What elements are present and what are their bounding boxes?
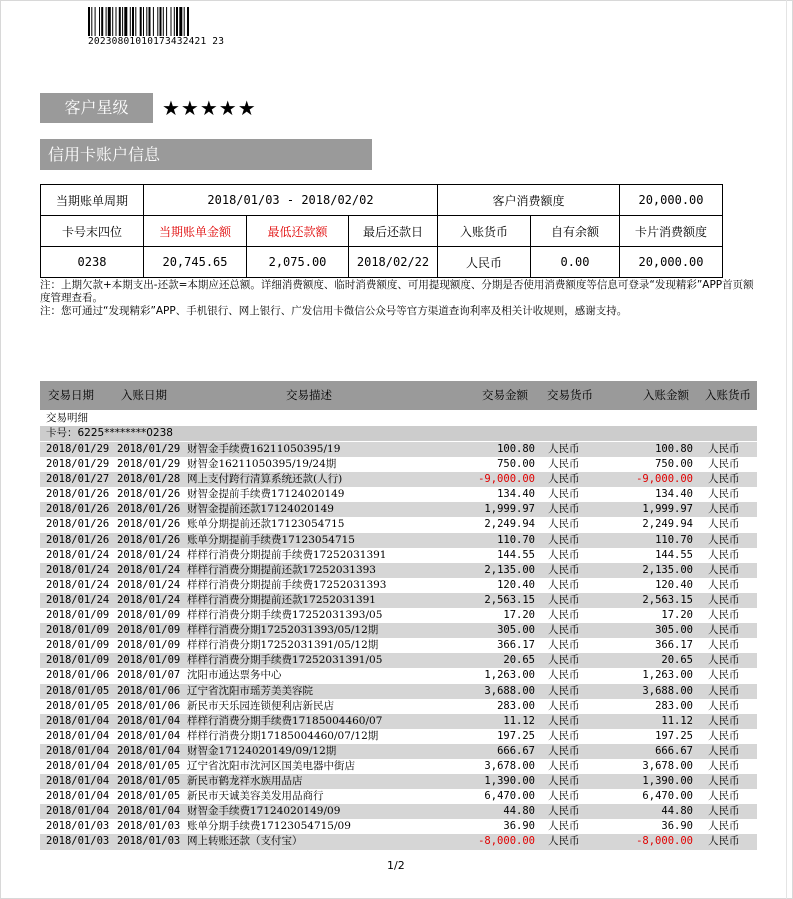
post-amount: 283.00 — [655, 699, 693, 712]
trans-date: 2018/01/04 — [46, 714, 110, 727]
table-row — [40, 533, 757, 548]
header-trans-date: 交易日期 — [48, 388, 94, 402]
post-date: 2018/01/24 — [117, 563, 181, 576]
trans-amount: 3,678.00 — [484, 759, 535, 772]
trans-amount: 134.40 — [497, 488, 535, 501]
own-balance-value: 0.00 — [531, 247, 620, 278]
trans-amount: 144.55 — [497, 548, 535, 561]
post-amount: 134.40 — [655, 488, 693, 501]
trans-currency: 人民币 — [548, 458, 580, 471]
post-date: 2018/01/28 — [117, 473, 181, 486]
trans-date: 2018/01/24 — [46, 578, 110, 591]
table-row — [40, 502, 757, 517]
post-date: 2018/01/24 — [117, 593, 181, 606]
post-currency: 人民币 — [708, 835, 740, 848]
statement-amount-value: 20,745.65 — [144, 247, 247, 278]
post-currency: 人民币 — [708, 775, 740, 788]
post-amount: 1,390.00 — [642, 775, 693, 788]
table-row — [40, 684, 757, 699]
trans-date: 2018/01/04 — [46, 729, 110, 742]
post-amount: 2,135.00 — [642, 563, 693, 576]
post-amount: 750.00 — [655, 458, 693, 471]
post-amount: -8,000.00 — [636, 835, 693, 848]
trans-amount: -9,000.00 — [478, 473, 535, 486]
post-currency: 人民币 — [708, 684, 740, 697]
post-amount: 305.00 — [655, 624, 693, 637]
trans-date: 2018/01/24 — [46, 563, 110, 576]
trans-currency: 人民币 — [548, 805, 580, 818]
post-date: 2018/01/05 — [117, 775, 181, 788]
table-row — [40, 759, 757, 774]
trans-amount: 2,249.94 — [484, 518, 535, 531]
table-row — [40, 744, 757, 759]
table-row — [40, 457, 757, 472]
description: 财智金提前还款17124020149 — [187, 503, 334, 516]
description: 新民市天乐园连锁便利店新民店 — [187, 699, 334, 712]
card-number-line: 卡号：6225********0238 — [40, 426, 757, 441]
description: 财智金17124020149/09/12期 — [187, 744, 337, 757]
trans-amount: 1,390.00 — [484, 775, 535, 788]
trans-amount: 100.80 — [497, 443, 535, 455]
rating-stars: ★★★★★ — [162, 96, 257, 120]
description: 样样行消费分期提前手续费17252031393 — [187, 578, 387, 591]
trans-currency: 人民币 — [548, 624, 580, 637]
transaction-list — [40, 442, 757, 850]
trans-currency: 人民币 — [548, 775, 580, 788]
post-date: 2018/01/06 — [117, 699, 181, 712]
trans-amount: 197.25 — [497, 729, 535, 742]
post-date: 2018/01/26 — [117, 488, 181, 501]
margin-rule — [786, 0, 787, 899]
description: 样样行消费分期17185004460/07/12期 — [187, 729, 379, 742]
description: 样样行消费分期手续费17185004460/07 — [187, 714, 383, 727]
trans-date: 2018/01/24 — [46, 593, 110, 606]
trans-date: 2018/01/03 — [46, 820, 110, 833]
own-balance-header: 自有余额 — [531, 216, 620, 247]
post-currency: 人民币 — [708, 654, 740, 667]
post-date: 2018/01/26 — [117, 533, 181, 546]
description: 财智金16211050395/19/24期 — [187, 458, 337, 471]
period-row — [41, 185, 723, 216]
card-last4-value: 0238 — [41, 247, 144, 278]
trans-currency: 人民币 — [548, 669, 580, 682]
post-currency: 人民币 — [708, 503, 740, 516]
trans-amount: 283.00 — [497, 699, 535, 712]
trans-currency: 人民币 — [548, 488, 580, 501]
post-amount: 197.25 — [655, 729, 693, 742]
barcode-image — [88, 7, 223, 36]
description: 样样行消费分期17252031393/05/12期 — [187, 624, 379, 637]
trans-amount: 36.90 — [503, 820, 535, 833]
card-limit-header: 卡片消费额度 — [620, 216, 723, 247]
post-date: 2018/01/09 — [117, 624, 181, 637]
post-amount: 36.90 — [661, 820, 693, 833]
barcode-number: 20230801010173432421 23 — [88, 36, 225, 47]
description: 财智金手续费16211050395/19 — [187, 443, 341, 455]
post-currency: 人民币 — [708, 563, 740, 576]
period-label: 当期账单周期 — [41, 185, 144, 216]
description: 辽宁省沈阳市沈河区国美电器中街店 — [187, 759, 355, 772]
post-date: 2018/01/09 — [117, 609, 181, 622]
table-row — [40, 548, 757, 563]
trans-currency: 人民币 — [548, 443, 580, 455]
trans-amount: 2,135.00 — [484, 563, 535, 576]
notes — [40, 279, 760, 318]
trans-currency: 人民币 — [548, 744, 580, 757]
trans-amount: 3,688.00 — [484, 684, 535, 697]
post-currency: 人民币 — [708, 639, 740, 652]
trans-date: 2018/01/09 — [46, 609, 110, 622]
trans-date: 2018/01/04 — [46, 790, 110, 803]
trans-amount: 11.12 — [503, 714, 535, 727]
table-row — [40, 517, 757, 532]
transactions-header — [40, 381, 757, 410]
table-row — [40, 714, 757, 729]
description: 财智金提前手续费17124020149 — [187, 488, 345, 501]
description: 网上支付跨行清算系统还款(人行) — [187, 473, 343, 486]
trans-date: 2018/01/09 — [46, 624, 110, 637]
trans-currency: 人民币 — [548, 548, 580, 561]
min-payment-header: 最低还款额 — [247, 216, 349, 247]
table-row — [40, 487, 757, 502]
post-date: 2018/01/03 — [117, 820, 181, 833]
customer-rating-label: 客户星级 — [40, 93, 153, 123]
post-date: 2018/01/04 — [117, 729, 181, 742]
trans-date: 2018/01/26 — [46, 533, 110, 546]
trans-currency: 人民币 — [548, 820, 580, 833]
post-date: 2018/01/04 — [117, 805, 181, 818]
account-info-table — [40, 184, 723, 278]
post-currency: 人民币 — [708, 790, 740, 803]
trans-date: 2018/01/03 — [46, 835, 110, 848]
table-row — [40, 804, 757, 819]
description: 财智金手续费17124020149/09 — [187, 805, 341, 818]
trans-currency: 人民币 — [548, 684, 580, 697]
due-date-value: 2018/02/22 — [349, 247, 438, 278]
post-amount: 6,470.00 — [642, 790, 693, 803]
description: 新民市鹤龙祥水族用品店 — [187, 775, 303, 788]
post-currency: 人民币 — [708, 533, 740, 546]
description: 样样行消费分期提前手续费17252031391 — [187, 548, 387, 561]
note-channels: 注：您可通过“发现精彩”APP、手机银行、网上银行、广发信用卡微信公众号等官方渠道查询利率及相关计收规则，感谢支持。 — [40, 305, 628, 317]
description: 样样行消费分期手续费17252031393/05 — [187, 609, 383, 622]
table-row — [40, 819, 757, 834]
post-currency: 人民币 — [708, 473, 740, 486]
trans-date: 2018/01/26 — [46, 503, 110, 516]
trans-date: 2018/01/29 — [46, 443, 110, 455]
post-amount: 17.20 — [661, 609, 693, 622]
trans-amount: 110.70 — [497, 533, 535, 546]
table-row — [40, 593, 757, 608]
post-currency: 人民币 — [708, 759, 740, 772]
trans-date: 2018/01/04 — [46, 805, 110, 818]
trans-date: 2018/01/04 — [46, 775, 110, 788]
trans-amount: 44.80 — [503, 805, 535, 818]
post-date: 2018/01/29 — [117, 458, 181, 471]
trans-date: 2018/01/09 — [46, 639, 110, 652]
trans-date: 2018/01/05 — [46, 684, 110, 697]
post-date: 2018/01/06 — [117, 684, 181, 697]
description: 样样行消费分期手续费17252031391/05 — [187, 654, 383, 667]
trans-amount: 750.00 — [497, 458, 535, 471]
trans-currency: 人民币 — [548, 639, 580, 652]
credit-limit-label: 客户消费额度 — [438, 185, 620, 216]
post-amount: -9,000.00 — [636, 473, 693, 486]
trans-currency: 人民币 — [548, 593, 580, 606]
table-row — [40, 442, 757, 457]
table-row — [40, 608, 757, 623]
section-title: 信用卡账户信息 — [40, 139, 372, 170]
table-row — [40, 653, 757, 668]
trans-currency: 人民币 — [548, 790, 580, 803]
post-date: 2018/01/24 — [117, 578, 181, 591]
post-amount: 2,563.15 — [642, 593, 693, 606]
post-amount: 366.17 — [655, 639, 693, 652]
trans-currency: 人民币 — [548, 518, 580, 531]
header-post-currency: 入账货币 — [705, 388, 751, 402]
trans-currency: 人民币 — [548, 729, 580, 742]
trans-currency: 人民币 — [548, 578, 580, 591]
note-balance: 注：上期欠款+本期支出-还款=本期应还总额。详细消费额度、临时消费额度、可用提现额度、分期是否使用消费额度等信息可登录“发现精彩”APP首页额度管理查看。 — [40, 279, 754, 304]
post-date: 2018/01/09 — [117, 639, 181, 652]
trans-date: 2018/01/09 — [46, 654, 110, 667]
table-row — [40, 774, 757, 789]
post-amount: 100.80 — [655, 443, 693, 455]
trans-date: 2018/01/29 — [46, 458, 110, 471]
post-date: 2018/01/04 — [117, 744, 181, 757]
trans-currency: 人民币 — [548, 714, 580, 727]
currency-value: 人民币 — [438, 247, 531, 278]
table-row — [40, 638, 757, 653]
table-row — [40, 578, 757, 593]
post-currency: 人民币 — [708, 624, 740, 637]
table-row — [40, 668, 757, 683]
post-currency: 人民币 — [708, 714, 740, 727]
description: 账单分期提前还款17123054715 — [187, 518, 345, 531]
trans-currency: 人民币 — [548, 533, 580, 546]
post-amount: 44.80 — [661, 805, 693, 818]
post-amount: 144.55 — [655, 548, 693, 561]
post-currency: 人民币 — [708, 609, 740, 622]
post-currency: 人民币 — [708, 729, 740, 742]
trans-amount: 20.65 — [503, 654, 535, 667]
post-date: 2018/01/05 — [117, 790, 181, 803]
description: 网上转账还款（支付宝） — [187, 835, 303, 848]
table-row — [40, 699, 757, 714]
table-row — [40, 729, 757, 744]
page-number: 1/2 — [387, 859, 405, 872]
post-date: 2018/01/26 — [117, 503, 181, 516]
trans-amount: 666.67 — [497, 744, 535, 757]
table-row — [40, 789, 757, 804]
trans-amount: 2,563.15 — [484, 593, 535, 606]
transactions-subheader: 交易明细 — [46, 412, 88, 424]
post-date: 2018/01/05 — [117, 759, 181, 772]
post-currency: 人民币 — [708, 443, 740, 455]
table-row — [40, 563, 757, 578]
description: 新民市天诚美容美发用品商行 — [187, 790, 324, 803]
header-post-amount: 入账金额 — [643, 388, 689, 402]
trans-currency: 人民币 — [548, 503, 580, 516]
post-date: 2018/01/26 — [117, 518, 181, 531]
post-amount: 11.12 — [661, 714, 693, 727]
trans-date: 2018/01/26 — [46, 518, 110, 531]
credit-limit-value: 20,000.00 — [620, 185, 723, 216]
header-trans-amount: 交易金额 — [482, 388, 528, 402]
trans-date: 2018/01/04 — [46, 744, 110, 757]
description: 账单分期提前手续费17123054715 — [187, 533, 355, 546]
description: 样样行消费分期提前还款17252031391 — [187, 593, 376, 606]
post-date: 2018/01/09 — [117, 654, 181, 667]
trans-date: 2018/01/06 — [46, 669, 110, 682]
post-currency: 人民币 — [708, 593, 740, 606]
post-amount: 3,688.00 — [642, 684, 693, 697]
post-currency: 人民币 — [708, 488, 740, 501]
header-trans-currency: 交易货币 — [547, 388, 593, 402]
header-description: 交易描述 — [286, 388, 332, 402]
post-currency: 人民币 — [708, 669, 740, 682]
trans-amount: -8,000.00 — [478, 835, 535, 848]
trans-date: 2018/01/05 — [46, 699, 110, 712]
trans-amount: 1,263.00 — [484, 669, 535, 682]
table-row — [40, 472, 757, 487]
trans-currency: 人民币 — [548, 473, 580, 486]
trans-currency: 人民币 — [548, 759, 580, 772]
trans-currency: 人民币 — [548, 609, 580, 622]
post-date: 2018/01/07 — [117, 669, 181, 682]
post-currency: 人民币 — [708, 820, 740, 833]
description: 辽宁省沈阳市瑶芳美美容院 — [187, 684, 313, 697]
trans-amount: 120.40 — [497, 578, 535, 591]
trans-date: 2018/01/27 — [46, 473, 110, 486]
post-currency: 人民币 — [708, 578, 740, 591]
trans-currency: 人民币 — [548, 699, 580, 712]
post-date: 2018/01/03 — [117, 835, 181, 848]
due-date-header: 最后还款日 — [349, 216, 438, 247]
post-currency: 人民币 — [708, 458, 740, 471]
trans-amount: 1,999.97 — [484, 503, 535, 516]
trans-currency: 人民币 — [548, 835, 580, 848]
post-date: 2018/01/24 — [117, 548, 181, 561]
post-currency: 人民币 — [708, 805, 740, 818]
post-amount: 120.40 — [655, 578, 693, 591]
trans-amount: 305.00 — [497, 624, 535, 637]
post-amount: 3,678.00 — [642, 759, 693, 772]
post-currency: 人民币 — [708, 518, 740, 531]
post-amount: 666.67 — [655, 744, 693, 757]
trans-date: 2018/01/26 — [46, 488, 110, 501]
trans-amount: 366.17 — [497, 639, 535, 652]
post-currency: 人民币 — [708, 744, 740, 757]
post-amount: 20.65 — [661, 654, 693, 667]
account-value-row — [41, 247, 723, 278]
header-post-date: 入账日期 — [121, 388, 167, 402]
description: 沈阳市通达票务中心 — [187, 669, 282, 682]
post-amount: 110.70 — [655, 533, 693, 546]
account-header-row — [41, 216, 723, 247]
period-value: 2018/01/03 - 2018/02/02 — [144, 185, 438, 216]
post-date: 2018/01/29 — [117, 443, 181, 455]
post-amount: 1,263.00 — [642, 669, 693, 682]
card-limit-value: 20,000.00 — [620, 247, 723, 278]
min-payment-value: 2,075.00 — [247, 247, 349, 278]
trans-date: 2018/01/04 — [46, 759, 110, 772]
currency-header: 入账货币 — [438, 216, 531, 247]
table-row — [40, 623, 757, 638]
post-currency: 人民币 — [708, 548, 740, 561]
trans-date: 2018/01/24 — [46, 548, 110, 561]
post-currency: 人民币 — [708, 699, 740, 712]
trans-currency: 人民币 — [548, 654, 580, 667]
description: 样样行消费分期提前还款17252031393 — [187, 563, 376, 576]
card-last4-header: 卡号末四位 — [41, 216, 144, 247]
post-date: 2018/01/04 — [117, 714, 181, 727]
trans-amount: 6,470.00 — [484, 790, 535, 803]
table-row — [40, 834, 757, 849]
description: 账单分期手续费17123054715/09 — [187, 820, 351, 833]
trans-amount: 17.20 — [503, 609, 535, 622]
description: 样样行消费分期17252031391/05/12期 — [187, 639, 379, 652]
post-amount: 1,999.97 — [642, 503, 693, 516]
statement-amount-header: 当期账单金额 — [144, 216, 247, 247]
post-amount: 2,249.94 — [642, 518, 693, 531]
trans-currency: 人民币 — [548, 563, 580, 576]
